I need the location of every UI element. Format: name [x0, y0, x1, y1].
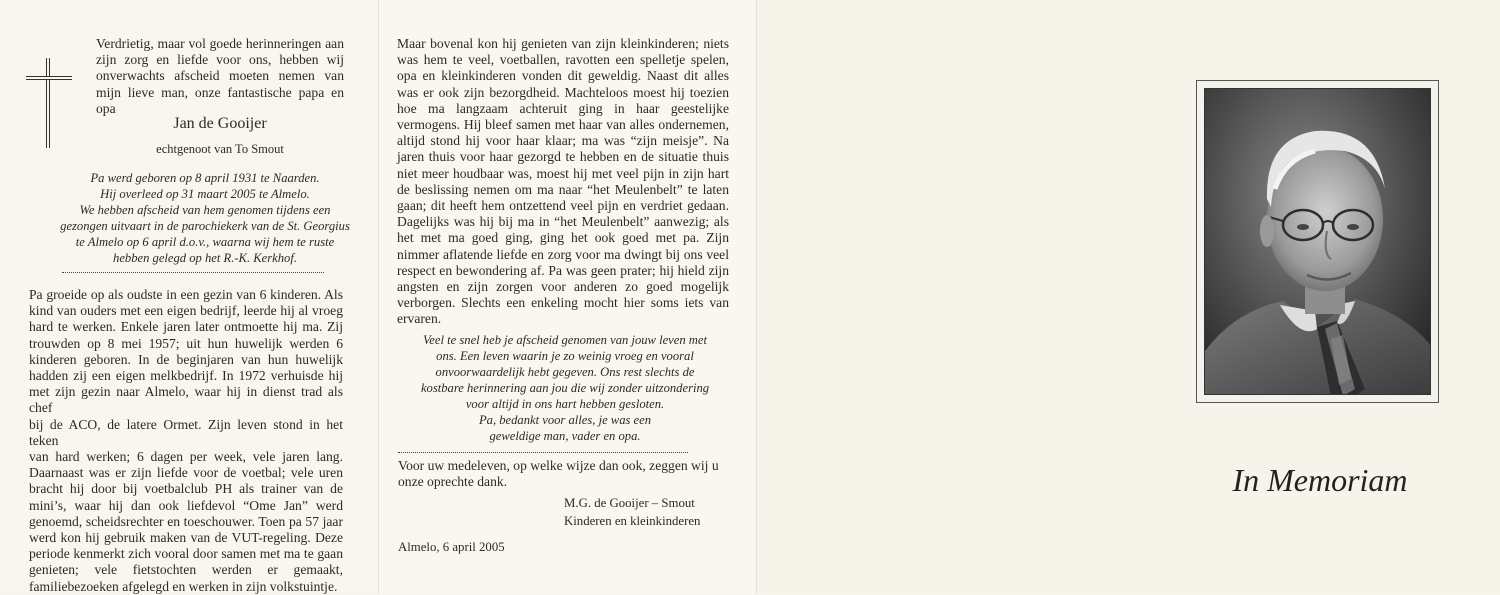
body-line: het met ma goed ging, ging het ook goed met pa. Zijn: [397, 230, 729, 246]
bio-line: met zijn gezin naar Almelo, waar hij in dienst trad als chef: [29, 384, 343, 416]
body-line: ervaren.: [397, 311, 442, 327]
body-line: hoe ma langzaam achteruit ging in haar geestelijke: [397, 100, 729, 116]
bio-line: hard te werken. Enkele jaren later ontmoette hij ma. Zij: [29, 319, 343, 335]
intro-line: Verdrietig, maar vol goede herinneringen aan: [96, 36, 344, 51]
poem-line: Pa, bedankt voor alles, je was een: [478, 413, 652, 427]
poem-line: geweldige man, vader en opa.: [489, 429, 641, 443]
portrait-photo: [1204, 88, 1431, 395]
bio-line: van hard werken; 6 dagen per week, vele jaren lang.: [29, 449, 343, 465]
thanks-paragraph: [398, 458, 730, 490]
bio-line: familiebezoeken afgelegd en werken in zijn volkstuintje.: [29, 578, 338, 594]
signature: [564, 494, 700, 530]
place-date: Almelo, 6 april 2005: [398, 540, 505, 554]
poem-line: kostbare herinnering aan jou die wij zonder uitzondering: [420, 381, 710, 395]
portrait-frame: [1196, 80, 1439, 403]
life-details: [60, 170, 350, 266]
body-line: jaren thuis voor haar gezorgd te hebben en de situatie thuis: [397, 149, 729, 165]
body-line: vermogens. Hij bleef samen met haar van alles ondernemen,: [397, 117, 729, 133]
body-line: nimmer aflatende liefde en zorg voor ma dwingt bij ons veel: [397, 246, 729, 262]
bio-line: Pa groeide op als oudste in een gezin van 6 kinderen. Als: [29, 287, 343, 302]
body-line: was er ook zijn bezorgdheid. Machteloos moest hij toezien: [397, 84, 729, 100]
life-line: gezongen uitvaart in de parochiekerk van de St. Georgius: [60, 219, 350, 233]
thanks-line: onze oprechte dank.: [398, 474, 508, 490]
intro-line: zijn zorg en liefde voor ons, hebben wij: [96, 52, 344, 68]
life-line: Pa werd geboren op 8 april 1931 te Naarden.: [90, 171, 320, 185]
poem-line: onvoorwaardelijk hebt gegeven. Ons rest slechts de: [435, 365, 695, 379]
bio-line: trouwden op 8 mei 1957; uit hun huwelijk werden 6: [29, 335, 343, 351]
poem-line: ons. Een leven waarin je zo weinig vroeg en vooral: [436, 349, 694, 363]
body-line: niet meer houdbaar was, moest hij met veel pijn in zijn hart: [397, 165, 729, 181]
bio-line: bracht hij door bij voetbalclub PH als trainer van de: [29, 481, 343, 497]
signature-line: Kinderen en kleinkinderen: [564, 514, 701, 528]
bio-line: hadden zij een eigen melkbedrijf. In 1972 verhuisde hij: [29, 368, 343, 384]
dotted-divider: [62, 272, 324, 273]
poem-line: voor altijd in ons hart hebben gesloten.: [465, 397, 665, 411]
life-line: te Almelo op 6 april d.o.v., waarna wij hem te ruste: [75, 235, 335, 249]
bio-line: periode kenmerkt zich vooral door samen met ma te gaan: [29, 546, 343, 562]
bio-line: kind van ouders met een eigen bedrijf, leerde hij al vroeg: [29, 303, 343, 319]
bio-line: mini’s, waar hij dan ook liefdevol “Ome Jan” werd: [29, 497, 343, 513]
poem: [400, 332, 730, 444]
bio-line: genoemd, scheidsrechter en toeschouwer. Toen pa 57 jaar: [29, 513, 343, 529]
middle-paragraph: [397, 36, 729, 328]
signature-line: M.G. de Gooijer – Smout: [564, 496, 695, 510]
body-line: was hem te veel, voetballen, ravotten een spelletje spelen,: [397, 52, 729, 68]
body-line: respect en bewondering af. Pa was geen prater; hij hield zijn: [397, 262, 729, 278]
thanks-line: Voor uw medeleven, op welke wijze dan ook, zeggen wij u: [398, 458, 719, 473]
intro-line: mijn lieve man, onze fantastische papa en opa: [96, 84, 344, 116]
bio-line: bij de ACO, de latere Ormet. Zijn leven stond in het teken: [29, 416, 343, 448]
life-line: hebben gelegd op het R.-K. Kerkhof.: [113, 251, 297, 265]
body-line: verborgen. Slechts een enkeling mocht hier soms iets van: [397, 295, 729, 311]
dotted-divider: [398, 452, 688, 453]
spouse-line: echtgenoot van To Smout: [156, 142, 284, 156]
life-line: We hebben afscheid van hem genomen tijdens een: [79, 203, 331, 217]
body-line: angsten en zijn zorgen voor anderen zo goed mogelijk: [397, 279, 729, 295]
poem-line: Veel te snel heb je afscheid genomen van jouw leven met: [423, 333, 707, 347]
life-line: Hij overleed op 31 maart 2005 te Almelo.: [100, 187, 310, 201]
in-memoriam-title: In Memoriam: [1232, 462, 1408, 498]
cross-icon: [46, 58, 50, 148]
bio-line: kinderen geboren. In de beginjaren van hun huwelijk: [29, 351, 343, 367]
body-line: gaan; dit heeft hem ontzettend veel pijn en verdriet gedaan.: [397, 198, 729, 214]
body-line: Dagelijks was hij bij ma in “het Meulenbelt” aanwezig; als: [397, 214, 729, 230]
deceased-name: Jan de Gooijer: [173, 115, 267, 132]
bio-line: werd kon hij gebruik maken van de VUT-regeling. Deze: [29, 530, 343, 546]
bio-line: genieten; vele fietstochten werden er gemaakt,: [29, 562, 343, 578]
intro-paragraph: [96, 36, 344, 117]
body-line: Maar bovenal kon hij genieten van zijn kleinkinderen; niets: [397, 36, 729, 51]
body-line: de beslissing nemen om ma naar “het Meulenbelt” te laten: [397, 181, 729, 197]
body-line: opa en kleinkinderen vonden dit geweldig. Naast dit alles: [397, 68, 729, 84]
cross-icon-bar: [26, 76, 72, 80]
intro-line: onverwachts afscheid moeten nemen van: [96, 68, 344, 84]
body-line: altijd stond hij voor haar klaar; ma was “zijn meisje”. Na: [397, 133, 729, 149]
bio-line: Daarnaast was er zijn liefde voor de voetbal; vele uren: [29, 465, 343, 481]
biography-paragraph: [29, 287, 343, 595]
